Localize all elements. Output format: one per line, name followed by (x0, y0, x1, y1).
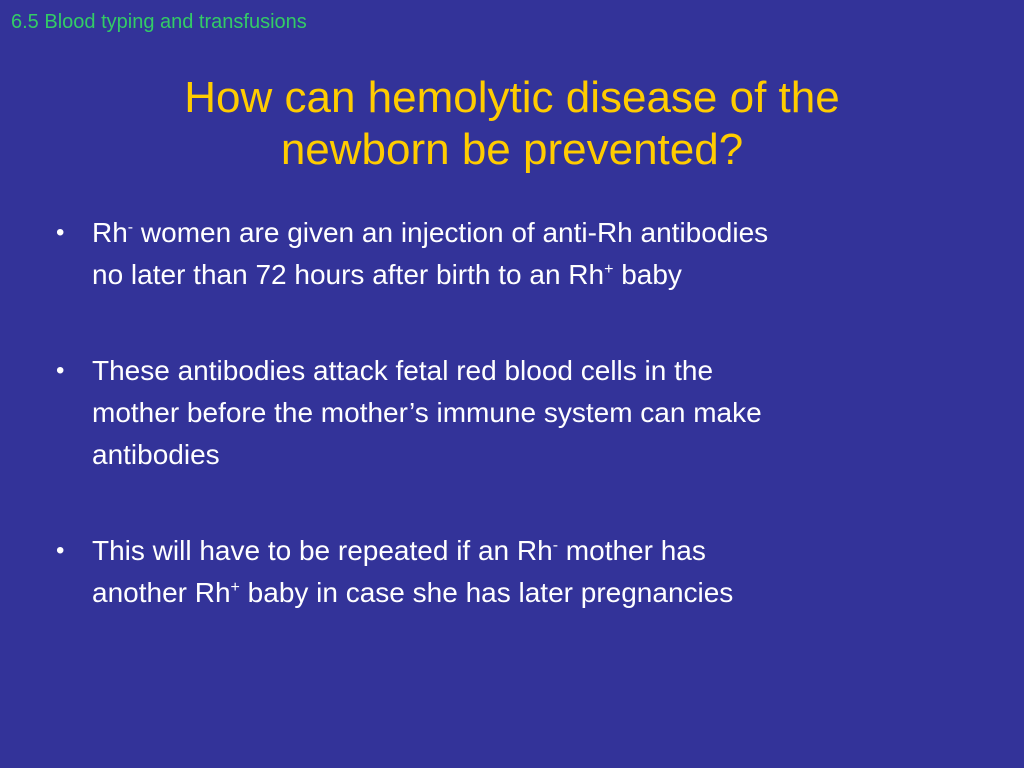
slide-title (60, 72, 964, 176)
text: no later than 72 hours after birth to an Rh (92, 259, 605, 290)
bullet-item-3 (56, 530, 936, 614)
bullet-marker: • (56, 537, 65, 564)
title-line-2: newborn be prevented? (280, 125, 744, 174)
superscript: - (552, 537, 559, 554)
text: women are given an injection of anti-Rh antibodies (133, 217, 769, 248)
bullet-2-line-1: These antibodies attack fetal red blood cells in the (92, 355, 714, 386)
superscript: + (230, 579, 240, 596)
bullet-marker: • (56, 357, 65, 384)
bullet-2-line-2: mother before the mother’s immune system can make (92, 397, 762, 428)
bullet-3-line-2 (92, 572, 936, 614)
title-line-1: How can hemolytic disease of the (184, 73, 840, 122)
superscript: + (604, 261, 614, 278)
section-label: 6.5 Blood typing and transfusions (11, 11, 307, 33)
bullet-3-line-1 (92, 530, 936, 572)
superscript: - (127, 219, 134, 236)
bullet-item-1 (56, 212, 936, 296)
bullet-1-line-1 (92, 212, 936, 254)
text: This will have to be repeated if an Rh (92, 535, 553, 566)
text: Rh (92, 217, 128, 248)
text: baby in case she has later pregnancies (239, 577, 734, 608)
text: baby (613, 259, 682, 290)
text: another Rh (92, 577, 231, 608)
text: mother has (558, 535, 706, 566)
bullet-list (56, 212, 936, 614)
bullet-1-line-2 (92, 254, 936, 296)
bullet-2-line-3: antibodies (92, 439, 220, 470)
bullet-marker: • (56, 219, 65, 246)
bullet-item-2 (56, 350, 936, 476)
